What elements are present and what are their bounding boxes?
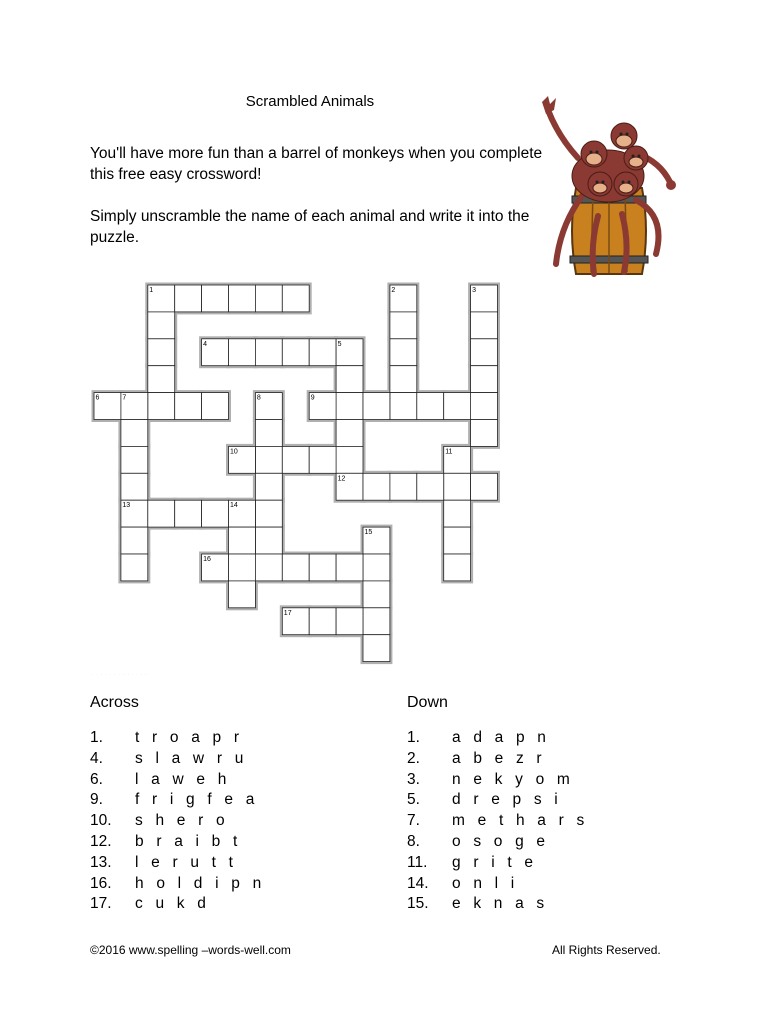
crossword-cell[interactable] [175, 393, 202, 420]
crossword-cell[interactable] [148, 366, 175, 393]
crossword-cell[interactable] [363, 473, 390, 500]
crossword-cell[interactable] [121, 527, 148, 554]
crossword-cell[interactable] [255, 339, 282, 366]
crossword-cell[interactable] [229, 339, 256, 366]
crossword-cell[interactable] [202, 285, 229, 312]
crossword-cell[interactable] [255, 527, 282, 554]
scrambled-word: o s o g e [452, 833, 550, 850]
intro-paragraph: You'll have more fun than a barrel of monkeys when you complete this free easy crossword! [90, 145, 543, 183]
crossword-cell[interactable] [229, 554, 256, 581]
scrambled-word: h o l d i p n [135, 874, 266, 892]
crossword-cell[interactable] [148, 393, 175, 420]
crossword-cell[interactable] [121, 473, 148, 500]
crossword-cell[interactable] [444, 473, 471, 500]
cell-clue-number: 15 [364, 529, 373, 537]
crossword-cell[interactable] [255, 473, 282, 500]
crossword-cell[interactable] [175, 500, 202, 527]
clue-number: 4. [90, 749, 103, 767]
crossword-cell[interactable] [202, 500, 229, 527]
scrambled-word: l e r u t t [135, 853, 238, 871]
crossword-cell[interactable] [471, 420, 498, 447]
crossword-cell[interactable] [255, 446, 282, 473]
crossword-cell[interactable] [390, 473, 417, 500]
crossword-cell[interactable] [444, 500, 471, 527]
crossword-cell[interactable] [148, 500, 175, 527]
crossword-cell[interactable] [471, 473, 498, 500]
cell-clue-number: 9 [310, 394, 315, 402]
crossword-cell[interactable] [363, 608, 390, 635]
crossword-cell[interactable] [148, 339, 175, 366]
crossword-cell[interactable] [255, 285, 282, 312]
crossword-cell[interactable] [255, 420, 282, 447]
cell-clue-number: 11 [445, 448, 453, 456]
cell-clue-number: 8 [256, 394, 261, 402]
clue-number: 13. [90, 853, 112, 871]
crossword-cell[interactable] [282, 446, 309, 473]
down-heading: Down [407, 694, 448, 711]
crossword-cell[interactable] [363, 393, 390, 420]
clue-number: 16. [90, 874, 112, 892]
crossword-cell[interactable] [202, 393, 229, 420]
scrambled-word: n e k y o m [452, 770, 575, 788]
crossword-cell[interactable] [390, 339, 417, 366]
cell-clue-number: 13 [122, 502, 131, 510]
scrambled-word: d r e p s i [452, 791, 562, 809]
scrambled-word: s h e r o [135, 812, 229, 830]
scrambled-word: l a w e h [135, 770, 231, 788]
cell-clue-number: 4 [203, 340, 208, 348]
clue-number: 3. [407, 770, 420, 788]
cell-clue-number: 1 [149, 287, 154, 294]
scrambled-word: t r o a p r [135, 729, 244, 746]
cell-clue-number: 7 [122, 394, 127, 402]
crossword-cell[interactable] [417, 393, 444, 420]
instructions-paragraph: Simply unscramble the name of each animal and write it into the puzzle. [90, 208, 530, 246]
clue-number: 14. [407, 874, 429, 892]
clue-number: 8. [407, 833, 420, 850]
cell-clue-number: 3 [472, 287, 477, 294]
crossword-cell[interactable] [282, 285, 309, 312]
scrambled-word: a b e z r [452, 749, 546, 767]
crossword-cell[interactable] [309, 554, 336, 581]
clue-number: 2. [407, 749, 420, 767]
cell-clue-number: 14 [230, 502, 238, 510]
crossword-cell[interactable] [471, 339, 498, 366]
crossword-cell[interactable] [309, 608, 336, 635]
cell-clue-number: 6 [95, 394, 100, 402]
scrambled-word: c u k d [135, 895, 211, 913]
artist-credit: · · · · · · · · · · · · · [92, 672, 148, 677]
clue-number: 1. [407, 729, 420, 746]
crossword-cell[interactable] [444, 393, 471, 420]
scrambled-word: s l a w r u [135, 749, 248, 767]
cell-clue-number: 10 [230, 448, 238, 456]
cell-clue-number: 12 [337, 475, 346, 483]
crossword-cell[interactable] [229, 285, 256, 312]
crossword-cell[interactable] [121, 446, 148, 473]
scrambled-word: b r a i b t [135, 833, 242, 850]
cell-clue-number: 17 [283, 609, 292, 617]
crossword-cell[interactable] [336, 366, 363, 393]
crossword-cell[interactable] [471, 366, 498, 393]
crossword-cell[interactable] [336, 446, 363, 473]
scrambled-word: m e t h a r s [452, 812, 589, 830]
crossword-cell[interactable] [309, 339, 336, 366]
crossword-cell[interactable] [282, 554, 309, 581]
scrambled-word: a d a p n [452, 729, 551, 746]
crossword-cell[interactable] [363, 554, 390, 581]
clue-number: 11. [407, 853, 428, 871]
clue-number: 7. [407, 812, 420, 830]
scrambled-word: o n l i [452, 874, 519, 892]
cell-clue-number: 2 [391, 287, 396, 294]
crossword-cell[interactable] [175, 285, 202, 312]
crossword-cell[interactable] [229, 527, 256, 554]
clue-number: 15. [407, 895, 429, 913]
crossword-cell[interactable] [309, 446, 336, 473]
crossword-cell[interactable] [336, 608, 363, 635]
clue-number: 9. [90, 791, 103, 809]
scrambled-word: f r i g f e a [135, 791, 259, 809]
crossword-cell[interactable] [336, 420, 363, 447]
clue-number: 10. [90, 812, 112, 830]
clue-number: 1. [90, 729, 103, 746]
clue-number: 5. [407, 791, 420, 809]
crossword-cell[interactable] [336, 393, 363, 420]
scrambled-word: g r i t e [452, 853, 538, 871]
clue-number: 6. [90, 770, 103, 788]
copyright-text: ©2016 www.spelling –words-well.com [90, 943, 291, 957]
crossword-cell[interactable] [390, 393, 417, 420]
page-title: Scrambled Animals [245, 93, 375, 110]
crossword-cell[interactable] [471, 393, 498, 420]
crossword-cell[interactable] [282, 339, 309, 366]
rights-text: All Rights Reserved. [552, 943, 661, 957]
crossword-cell[interactable] [229, 581, 256, 608]
crossword-cell[interactable] [390, 312, 417, 339]
crossword-cell[interactable] [255, 500, 282, 527]
crossword-cell[interactable] [363, 581, 390, 608]
clue-number: 17. [90, 895, 112, 913]
crossword-cell[interactable] [148, 312, 175, 339]
crossword-cell[interactable] [336, 554, 363, 581]
cell-clue-number: 5 [337, 340, 342, 348]
crossword-cell[interactable] [121, 420, 148, 447]
crossword-cell[interactable] [444, 527, 471, 554]
cell-clue-number: 16 [203, 556, 211, 563]
scrambled-word: e k n a s [452, 895, 549, 913]
clue-number: 12. [90, 833, 112, 850]
crossword-cell[interactable] [471, 312, 498, 339]
crossword-cell[interactable] [390, 366, 417, 393]
crossword-cell[interactable] [255, 554, 282, 581]
crossword-cell[interactable] [444, 554, 471, 581]
across-heading: Across [90, 694, 139, 711]
crossword-cell[interactable] [417, 473, 444, 500]
crossword-cell[interactable] [363, 635, 390, 662]
crossword-cell[interactable] [121, 554, 148, 581]
